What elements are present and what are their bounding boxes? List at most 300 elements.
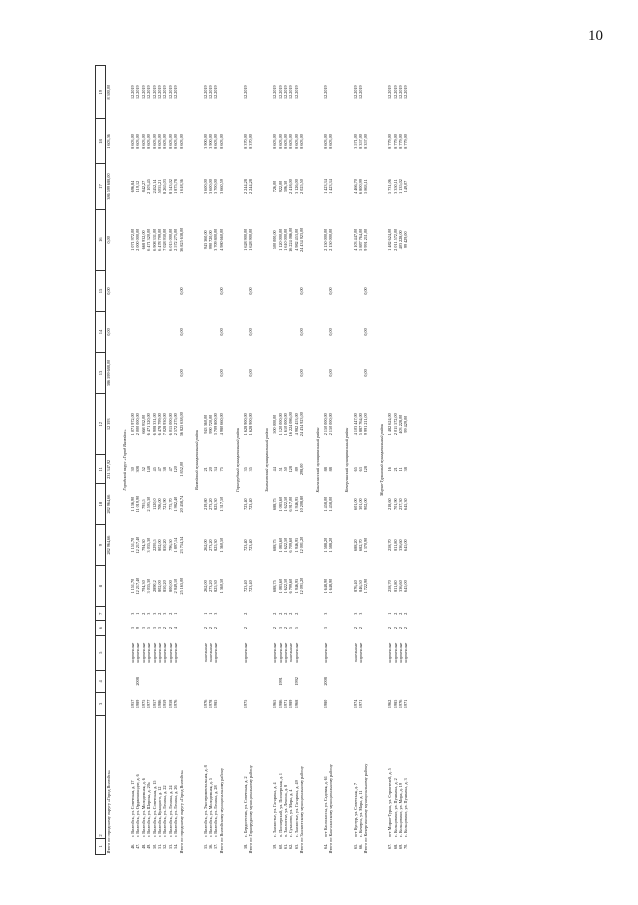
table-cell: 8 603,00	[282, 134, 288, 149]
table-cell: 721,90	[162, 498, 168, 510]
table-cell: 12.2019	[242, 85, 248, 99]
table-cell: 2	[282, 612, 288, 615]
table-cell: 8 603,00	[218, 134, 224, 149]
table-cell: 12.2019	[146, 85, 152, 99]
table-cell: 35	[242, 467, 248, 472]
table-cell: 12.2019	[162, 85, 168, 99]
total-row	[328, 66, 341, 855]
table-cell: 36 825 638,00	[178, 227, 184, 252]
table-cell: 8 603,00	[146, 134, 152, 149]
table-cell: с. Кочерга, ул. Мира, д. 11	[357, 790, 363, 838]
table-cell: 3 709 800,00	[213, 413, 219, 436]
table-cell: 148	[146, 466, 152, 473]
table-cell: 0,00	[178, 328, 184, 336]
section-title: Кочергинский муниципальный район	[344, 427, 350, 493]
table-cell: п. Заилистье, ул. Ленина, д. 8	[282, 784, 288, 838]
table-cell: 1 482 624,00	[387, 228, 393, 251]
table-cell: 500 000,00	[272, 414, 278, 434]
table-cell: 645,00	[403, 539, 409, 551]
table-cell: 1 071 972,00	[130, 413, 136, 436]
table-cell: 12.2019	[140, 85, 146, 99]
table-cell: 876,40	[352, 580, 358, 592]
table-cell: 1 136,90	[130, 496, 136, 512]
table-cell: 796,50	[167, 539, 173, 551]
table-cell: 262,00	[202, 539, 208, 551]
table-cell: 1 722,90	[363, 578, 369, 594]
table-cell: 301,00	[357, 498, 363, 510]
table-cell: 273,20	[208, 498, 213, 510]
table-cell: 1 120 000,00	[277, 413, 283, 436]
table-cell: 2 150 000,00	[328, 413, 334, 436]
table-cell: 1971	[357, 699, 363, 709]
table-cell: 99 429,00	[403, 231, 409, 249]
table-cell: 149,07	[403, 180, 409, 193]
table-cell: 2 244,28	[242, 179, 248, 194]
table-cell: 0,00	[363, 369, 369, 377]
table-cell: 9	[96, 525, 106, 566]
table-cell: 842,27	[140, 180, 146, 193]
table-cell: с. Кольцовино, ул. Пушкина, д. 2	[392, 778, 398, 838]
table-cell: 688,75	[272, 580, 278, 592]
table-cell: 1 360,50	[218, 578, 224, 594]
table-cell: панельные	[202, 643, 208, 663]
table-cell: 88	[323, 467, 329, 472]
table-cell: 1 120 000,00	[277, 228, 283, 251]
table-cell: 1975	[242, 699, 248, 709]
table-body	[96, 66, 409, 855]
table-cell: 1 622,50	[282, 496, 288, 512]
total-label: Итого по городскому округу «Город Вилюйск»	[106, 770, 111, 854]
table-cell: 0,00	[106, 287, 111, 295]
table-cell: 1975	[140, 699, 146, 709]
table-cell: 67.	[387, 843, 393, 849]
table-cell: 12 393	[106, 418, 111, 430]
table-cell: 1 588,20	[323, 537, 329, 553]
table-cell: 668 932,00	[140, 230, 146, 250]
table-cell: 990 720,00	[208, 414, 213, 434]
table-cell: 8 603,00	[130, 134, 136, 149]
table-cell: 4 980 660,00	[218, 228, 224, 251]
table-cell: 1989	[135, 699, 141, 709]
table-cell: с. Кольцовино, ул. Мира, д. 19	[398, 783, 404, 838]
table-cell: 3	[140, 627, 146, 630]
table-cell: 8 603,00	[272, 134, 278, 149]
table-cell: 2 572 275,00	[173, 413, 179, 436]
table-cell: 57.	[213, 843, 219, 849]
table-cell	[363, 66, 376, 119]
table-cell: 1 458,00	[323, 496, 329, 512]
table-cell: 0,00	[299, 328, 305, 336]
table-cell: 3	[357, 612, 363, 615]
table-cell: 60.	[277, 843, 283, 849]
table-cell: 2 000 000,00	[135, 228, 141, 251]
table-cell: кирпичные	[213, 642, 219, 663]
table-cell: 1 458,00	[328, 496, 334, 512]
table-cell: 34	[213, 467, 219, 472]
table-cell: 1 628 900,00	[242, 228, 248, 251]
table-cell: 825,30	[213, 539, 219, 551]
table-cell: 24 434 923,00	[299, 412, 305, 437]
table-cell: г. Вилюйск, ул. Широка, д. 20а	[146, 782, 152, 838]
table-cell	[403, 271, 408, 312]
table-cell: 1986	[157, 699, 163, 709]
table-cell: 12 217,40	[135, 536, 141, 554]
table-cell: 5 887 764,00	[357, 413, 363, 436]
table-cell: с. Заилистье, ул. Гагарина, д. 49	[293, 780, 299, 838]
table-cell: 8 603,00	[288, 134, 294, 149]
table-cell: кирпичные	[140, 642, 146, 663]
table-cell: кирпичные	[398, 642, 404, 663]
table-cell: 1976	[398, 699, 404, 709]
table-cell: 794,30	[140, 539, 146, 551]
table-cell: 2 418,00	[288, 179, 294, 194]
table-cell: 52	[140, 467, 146, 472]
table-cell: 59.	[272, 843, 278, 849]
table-cell: 16	[96, 209, 106, 270]
table-cell: 1958	[167, 699, 173, 709]
table-cell: 1976	[173, 699, 179, 709]
section-title-row	[119, 66, 130, 855]
table-cell: 500 000,00	[272, 230, 278, 250]
table-cell: 9 991 211,00	[363, 228, 369, 251]
table-cell: 8 779,00	[392, 134, 398, 149]
table-cell: 231 347,92	[106, 459, 111, 479]
table-cell: 12.2019	[403, 85, 409, 99]
table-cell: 6 908 331,00	[151, 228, 157, 251]
table-cell: 58.	[242, 843, 248, 849]
table-cell: 1 618,36	[178, 179, 184, 194]
table-cell: 2 595,30	[146, 496, 152, 512]
table-cell: 850,20	[162, 580, 168, 592]
table-cell: 273,20	[208, 539, 213, 551]
table-cell: 8	[96, 566, 106, 607]
table-cell: 1 622,50	[282, 537, 288, 553]
table-cell: 922,00	[277, 180, 283, 193]
table-cell: 20	[208, 467, 213, 472]
table-cell: г. Вилюйск, ул. Молодежная, д. 6	[140, 778, 146, 838]
table-cell: 1959	[162, 699, 168, 709]
table-cell: 2 000 000,00	[135, 413, 141, 436]
table-cell: 6 471 320,00	[146, 413, 152, 436]
total-row	[106, 66, 120, 855]
table-cell: кирпичные	[151, 642, 157, 663]
table-cell: 10 208,80	[299, 495, 305, 513]
table-cell: 19	[96, 66, 106, 119]
table-cell: 1 946,95	[293, 537, 299, 553]
table-cell: 23 754,34	[178, 536, 184, 554]
table-row	[403, 66, 408, 855]
total-row	[179, 66, 192, 855]
table-cell: 1 071 972,00	[130, 228, 136, 251]
table-cell: 218,60	[387, 498, 393, 510]
table-cell: 0,00	[178, 369, 184, 377]
total-row	[248, 66, 261, 855]
total-label: Итого по Горнорудному муниципальному району	[248, 765, 254, 854]
table-cell: 50	[282, 467, 288, 472]
table-cell: кирпичные	[162, 642, 168, 663]
table-cell: 1	[202, 612, 208, 615]
table-cell: 128	[288, 466, 294, 473]
table-cell: 4	[96, 670, 106, 693]
table-cell: 258,70	[387, 539, 393, 551]
table-cell: 723,40	[242, 498, 248, 510]
table-cell: кирпичные	[130, 642, 136, 663]
table-cell: 8 603,00	[135, 134, 141, 149]
table-cell: 0,00	[218, 287, 224, 295]
table-cell: 2	[293, 612, 299, 615]
table-cell: 336,60	[398, 580, 404, 592]
table-cell: 2	[242, 627, 248, 630]
table-cell: 12.2019	[130, 85, 136, 99]
table-cell: 688,75	[272, 498, 278, 510]
table-cell: 1	[96, 838, 106, 854]
table-cell: 12 091,20	[299, 577, 305, 595]
table-cell: 2	[398, 627, 404, 630]
table-cell: 1 370,90	[363, 537, 369, 553]
table-cell: 2 025,50	[299, 179, 305, 194]
total-label: Итого по Кочергинскому муниципальному району	[363, 763, 369, 854]
table-cell: с. Кольцовино, ул. Пушкина, д. 3	[403, 778, 409, 838]
table-cell: 668 932,00	[140, 414, 146, 434]
table-cell: 51.	[157, 843, 163, 849]
table-cell: 2 150 000,00	[323, 413, 329, 436]
table-cell: г. Вилюйск, Кулацкого, д. 12	[157, 786, 163, 838]
table-cell	[106, 566, 120, 607]
table-cell: 12.2019	[277, 85, 283, 99]
table-cell: 723,40	[248, 539, 254, 551]
table-cell: 1974	[352, 699, 358, 709]
table-cell: 36 825 638,00	[178, 412, 184, 437]
table-cell: 2 103,45	[146, 179, 152, 194]
table-cell: 4 980 660,00	[218, 413, 224, 436]
table-cell: пгт Кустур, ул. Советская, д. 7	[352, 783, 358, 838]
table-cell: 2 011 572,00	[392, 228, 398, 251]
table-cell: с. Бердигестях, ул. Советская, д. 2	[242, 776, 248, 838]
table-cell: 0,00	[363, 287, 369, 295]
table-cell: 2	[167, 612, 173, 615]
table-cell: 1985	[213, 699, 219, 709]
table-cell: 6 478 799,00	[157, 228, 163, 251]
table-cell: 3 350,11	[392, 179, 398, 194]
table-cell: 794,30	[140, 580, 146, 592]
table-cell: 2	[387, 627, 393, 630]
table-cell: г. Вилюйск, ул. Ленина, д. 26	[173, 785, 179, 838]
total-label: Итого по Кангаласскому муниципальному району	[328, 764, 334, 854]
table-cell: 3 035,30	[146, 578, 152, 594]
table-cell: 5 731,06	[387, 179, 393, 194]
table-cell: 9	[135, 627, 141, 630]
table-cell: 25 165,00	[178, 577, 184, 595]
rotated-table-container	[95, 65, 575, 855]
table-cell: панельные	[288, 643, 294, 663]
table-cell: 0,00	[299, 287, 305, 295]
table-cell: пгт Кангалассы, ул. Садовая, д. 61	[323, 776, 329, 838]
table-cell: 2 150 000,00	[328, 228, 334, 251]
table-cell: 12.2019	[387, 85, 393, 99]
table-cell: 1976	[202, 699, 208, 709]
table-cell: 1 897,14	[173, 537, 179, 553]
section-title: Вилюйский муниципальный район	[194, 430, 200, 490]
table-cell: 0,00	[328, 369, 334, 377]
table-cell: 3	[130, 612, 136, 615]
table-cell: 11 019,90	[135, 495, 141, 513]
table-cell: 1 875,78	[173, 179, 179, 194]
table-cell: 12 217,40	[135, 577, 141, 595]
table-cell: 51	[277, 467, 283, 472]
table-cell	[328, 66, 341, 119]
table-cell: 723,40	[248, 580, 254, 592]
table-cell: 47	[157, 467, 163, 472]
table-cell: 12.2019	[173, 85, 179, 99]
table-cell: 4 982 453,00	[293, 228, 299, 251]
table-cell: 802,00	[157, 580, 163, 592]
total-label: Итого по Вилюйскому муниципальному району	[218, 767, 224, 854]
table-cell: 120	[173, 466, 179, 473]
table-cell: 7 028 930,00	[162, 228, 168, 251]
table-cell: 8 603,00	[277, 134, 283, 149]
table-cell: 16 224 086,00	[288, 227, 294, 252]
table-cell: г. Вилюйск, ул. Молодежная, д. 5	[208, 778, 213, 838]
table-cell: 8 603,00	[167, 134, 173, 149]
table-cell: 0,00	[178, 287, 184, 295]
table-cell: 35	[248, 467, 254, 472]
table-cell: 45	[151, 467, 157, 472]
table-cell: 8 603,00	[328, 134, 334, 149]
table-cell: 1 628 900,00	[242, 413, 248, 436]
table-cell: 8 543,02	[167, 179, 173, 194]
table-cell: 8 603,00	[140, 134, 146, 149]
table-cell: 723,40	[242, 539, 248, 551]
table-cell: 1986	[277, 699, 283, 709]
table-cell: 2	[392, 612, 398, 615]
table-cell: 21	[392, 467, 398, 472]
table-cell: 800,00	[167, 580, 173, 592]
table-cell: 3	[146, 612, 152, 615]
table-cell: 4 103 447,00	[352, 413, 358, 436]
table-cell: 47.	[135, 843, 141, 849]
table-cell: 119,12	[135, 180, 141, 193]
table-cell: 12.2019	[288, 85, 294, 99]
table-cell: 1978	[208, 699, 213, 709]
table-cell: 4 982 453,00	[293, 413, 299, 436]
total-label: Итого по городскому округу «Город Вилюйск»	[178, 770, 184, 854]
table-cell: 63	[357, 467, 363, 472]
header-row	[96, 66, 106, 855]
table-cell: 1957	[130, 699, 136, 709]
table-cell: 7 028 930,00	[162, 413, 168, 436]
table-cell: 7	[96, 607, 106, 621]
table-cell: кирпичные	[277, 642, 283, 663]
table-cell: 2	[96, 715, 106, 838]
table-cell: 1968	[293, 699, 299, 709]
table-cell: 0,00	[328, 328, 334, 336]
table-cell: 1 360,50	[218, 537, 224, 553]
table-cell: 2	[403, 612, 409, 615]
table-cell: 6	[96, 621, 106, 635]
table-cell: 701,90	[392, 498, 398, 510]
table-cell: 3 035,30	[146, 537, 152, 553]
table-cell: 1 982,40	[173, 496, 179, 512]
table-cell: 8 603,00	[299, 134, 305, 149]
table-cell: 8 357,00	[363, 134, 369, 149]
table-cell: 56.	[208, 843, 213, 849]
total-label: Итого по Заилистскому муниципальному району	[299, 766, 305, 854]
table-cell: 12.2019	[151, 85, 157, 99]
table-cell: 18	[96, 119, 106, 164]
table-cell: 38	[403, 467, 409, 472]
table-cell: 0,00	[299, 369, 305, 377]
table-cell: 6 478 799,00	[157, 413, 163, 436]
table-cell: кирпичные	[135, 642, 141, 663]
table-cell: 69.	[398, 843, 404, 849]
table-cell: 1 482 624,00	[387, 413, 393, 436]
table-cell: 2	[213, 627, 219, 630]
table-cell: 12.2019	[392, 85, 398, 99]
table-cell: 943 360,00	[202, 414, 208, 434]
table-cell: 12.2019	[398, 85, 404, 99]
table-cell: 902,00	[363, 498, 369, 510]
table-cell: 1 135,02	[398, 179, 404, 194]
table-cell: 2	[272, 612, 278, 615]
table-cell: 8 779,00	[387, 134, 393, 149]
table-cell: 3 600,00	[208, 179, 213, 194]
table-cell: 1 852,00	[178, 461, 184, 477]
table-cell: 3 900,00	[202, 134, 208, 149]
table-cell: 688,75	[272, 539, 278, 551]
section-title: Городской округ «Город Вилюйск»	[121, 429, 127, 491]
table-cell: 6 800,99	[357, 179, 363, 194]
table-cell	[179, 66, 192, 119]
table-cell: 63.	[293, 843, 299, 849]
table-cell: 0,00	[106, 236, 111, 244]
table-cell: 5031,21	[157, 179, 163, 194]
table-cell: 795,5	[140, 499, 146, 509]
table-cell: 403 228,00	[398, 414, 404, 434]
table-cell: 3	[130, 627, 136, 630]
table-cell: 3	[157, 627, 163, 630]
table-cell: 1 317,50	[218, 496, 224, 512]
table-cell: 9 991 211,00	[363, 413, 369, 436]
table-cell: 2295,5	[151, 539, 157, 551]
table-cell: 12 001,20	[299, 536, 305, 554]
table-cell: 943 360,00	[202, 230, 208, 250]
table-cell	[403, 670, 408, 693]
table-cell: 0,00	[328, 287, 334, 295]
total-row	[299, 66, 312, 855]
table-cell: 1977	[146, 699, 152, 709]
table-cell: 1 648,90	[328, 578, 334, 594]
table-cell: 1 588,20	[328, 537, 334, 553]
section-title: Заилистский муниципальный район	[263, 428, 269, 492]
table-cell: 2 150 000,00	[323, 228, 329, 251]
table-cell: 1	[387, 612, 393, 615]
table-cell: 6 709,60	[288, 537, 294, 553]
table-cell: 8 603,00	[173, 134, 179, 149]
table-cell: 1 628 900,00	[248, 413, 254, 436]
table-cell: 3	[162, 612, 168, 615]
table-cell: 46.	[130, 843, 136, 849]
table-cell: 846,50	[357, 580, 363, 592]
table-cell: 2	[162, 627, 168, 630]
table-cell: 2	[140, 612, 146, 615]
table-cell: 38	[162, 467, 168, 472]
table-cell: 8 603,00	[157, 134, 163, 149]
table-cell: 645,00	[403, 580, 409, 592]
table-cell: кирпичные	[403, 642, 409, 663]
table-cell: кирпичные	[157, 642, 163, 663]
table-cell: 16	[387, 467, 393, 472]
table-cell: 1992	[293, 677, 299, 686]
